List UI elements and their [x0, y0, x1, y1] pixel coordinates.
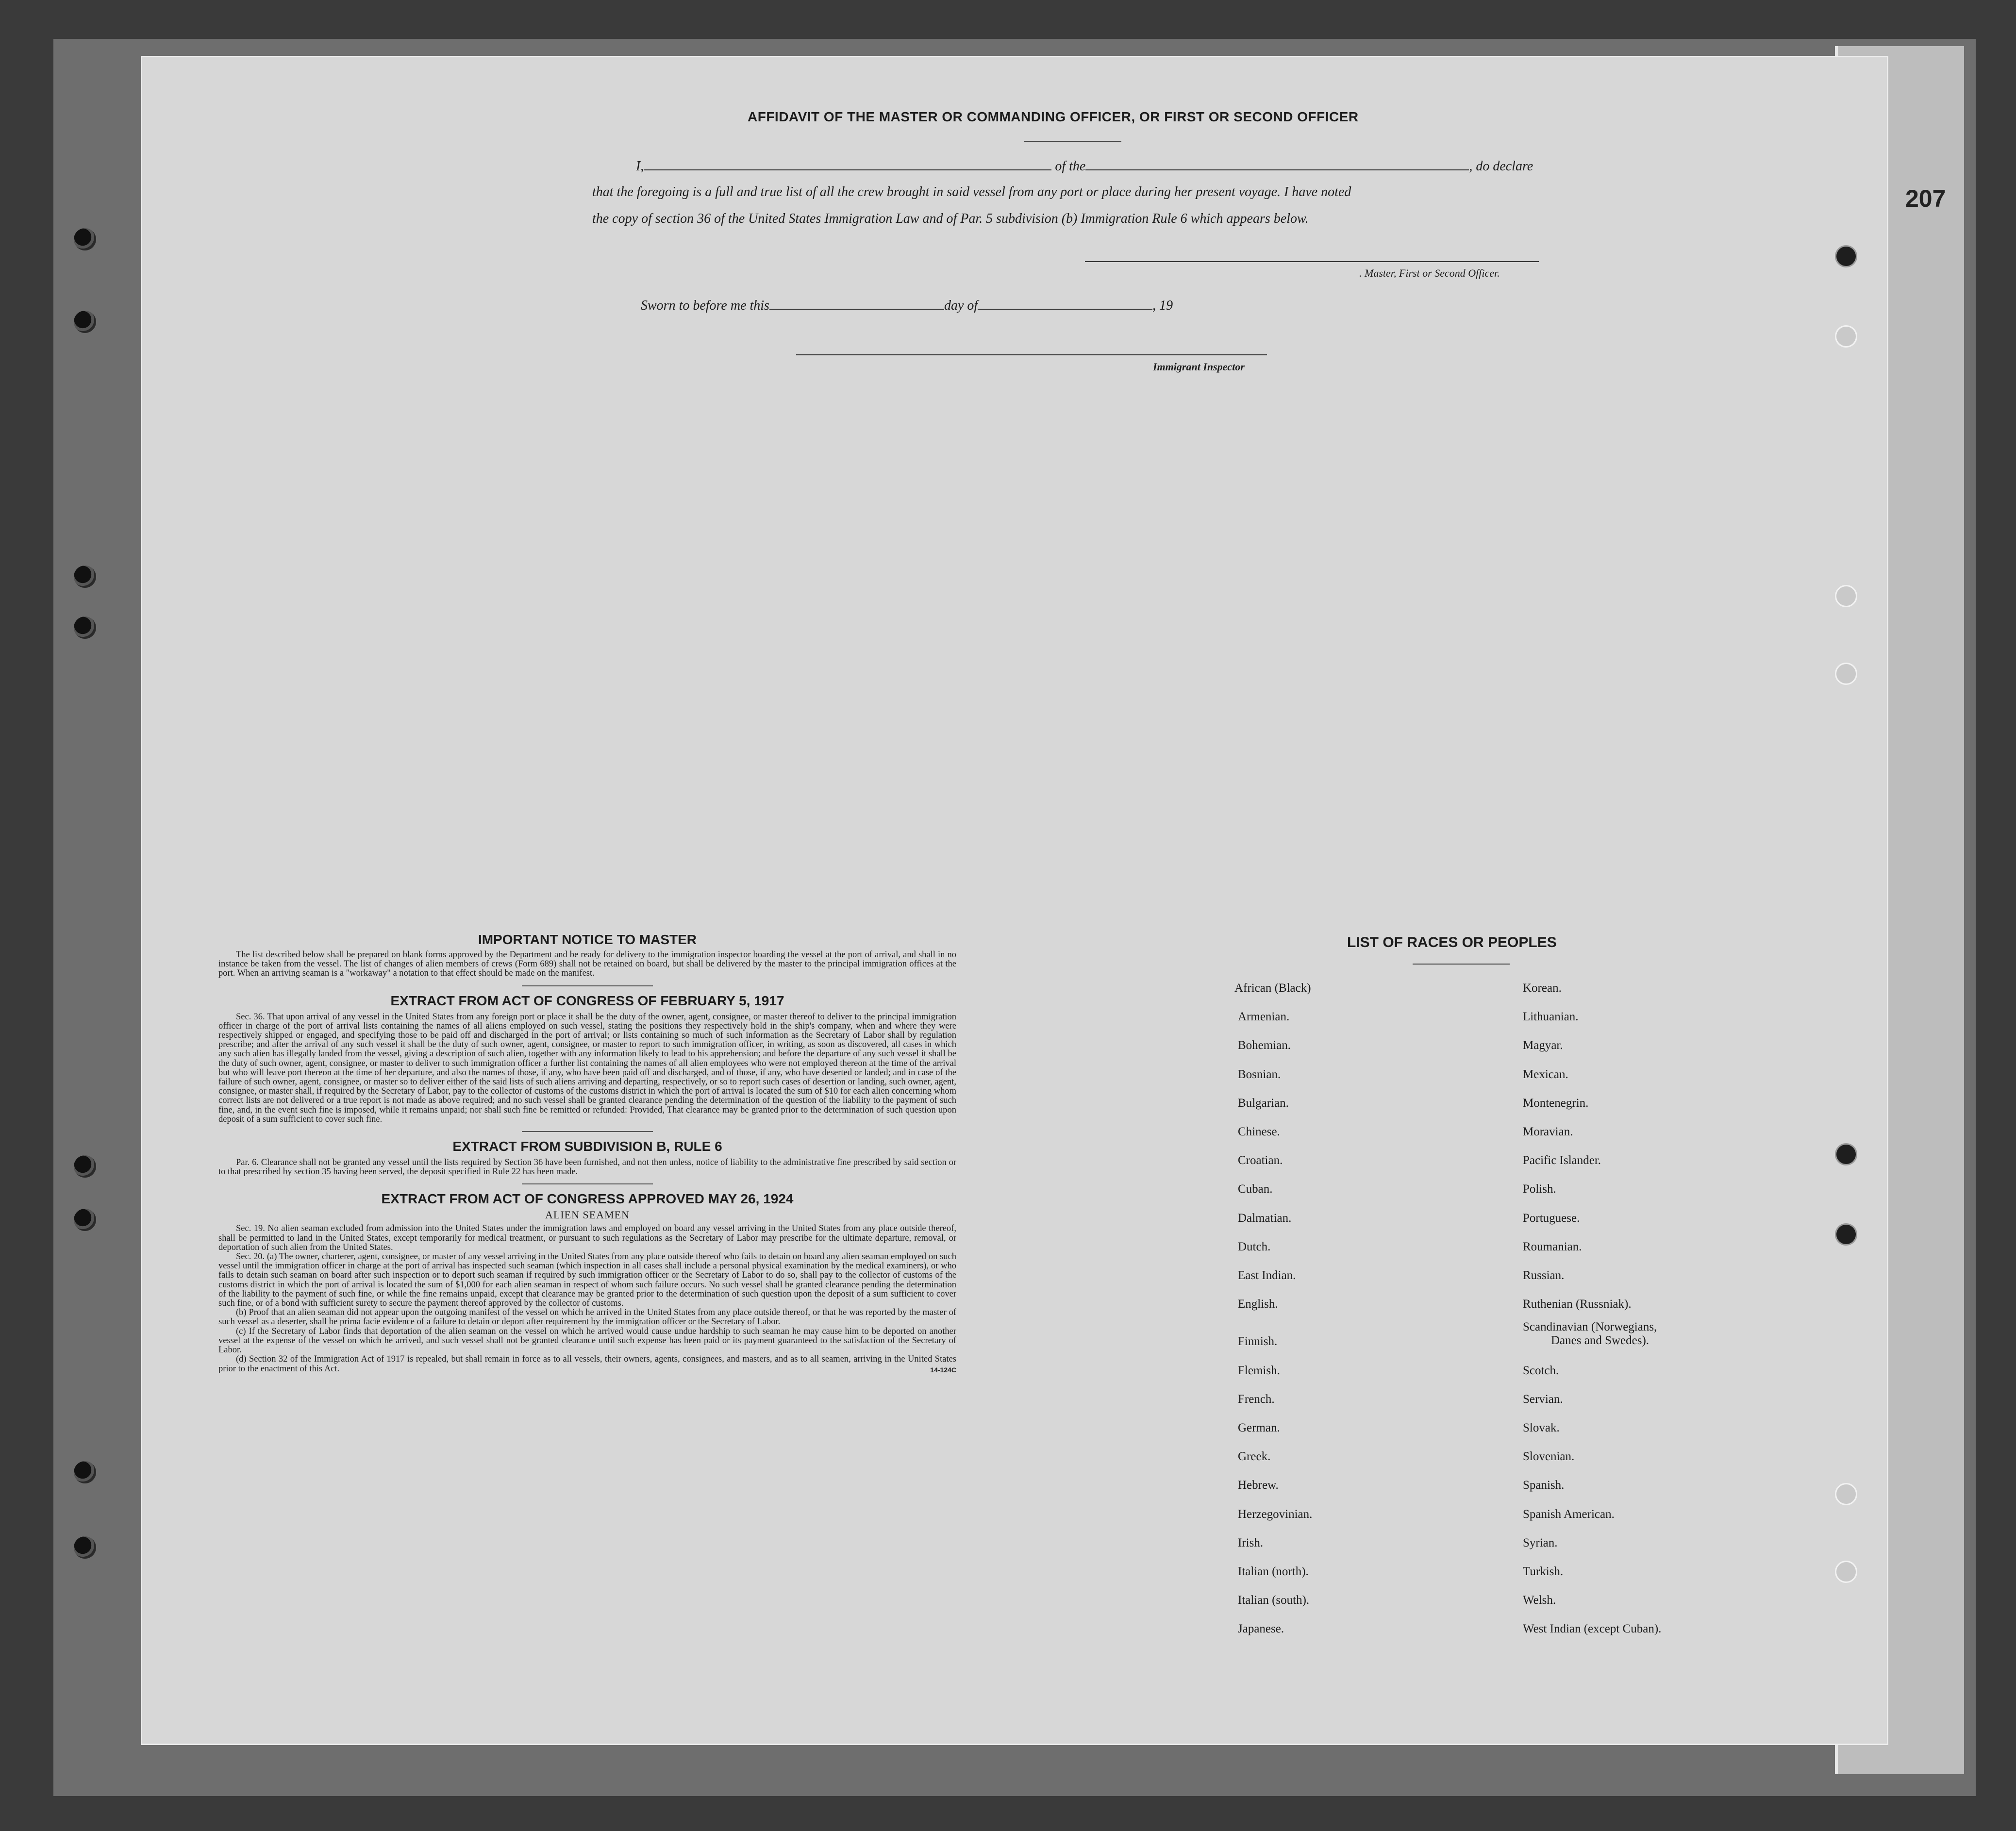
punch-hole	[1835, 1561, 1857, 1583]
race-item: Welsh.	[1523, 1594, 1556, 1607]
race-item: Scandinavian (Norwegians,	[1523, 1320, 1657, 1334]
page-number: 207	[1905, 185, 1946, 212]
race-item: Bohemian.	[1238, 1039, 1291, 1052]
race-item: Italian (south).	[1238, 1594, 1310, 1607]
sworn-label: Sworn to before me this	[641, 298, 769, 313]
punch-hole	[1835, 585, 1857, 607]
race-item: Herzegovinian.	[1238, 1507, 1313, 1521]
race-item: English.	[1238, 1298, 1278, 1311]
race-item: Magyar.	[1523, 1039, 1563, 1052]
affidavit-of-label: of the	[1055, 159, 1086, 174]
race-item: West Indian (except Cuban).	[1523, 1622, 1662, 1636]
race-item: Spanish.	[1523, 1479, 1565, 1492]
race-item: Portuguese.	[1523, 1211, 1580, 1225]
year-label: , 19	[1152, 298, 1173, 313]
notice-body: The list described below shall be prepared on blank forms approved by the Department and be ready for delivery to the immigration inspector boarding the vessel at the port of arrival, and shall in no instance be taken from the vessel. The list of changes of alien members of crews (Form 689) shall not be retained on board, but shall be delivered by the master to the principal immigration offices at the port. When an arriving seaman is a "workaway" a notation to that effect should be made on the manifest.	[218, 950, 956, 979]
race-item: Slovenian.	[1523, 1450, 1575, 1464]
sworn-day-blank	[769, 297, 944, 310]
affidavit-declare-label: , do declare	[1469, 159, 1533, 174]
race-item: Ruthenian (Russniak).	[1523, 1298, 1632, 1311]
master-signature-label: . Master, First or Second Officer.	[1359, 267, 1500, 279]
race-item: Lithuanian.	[1523, 1010, 1579, 1024]
binder-hole	[74, 566, 96, 588]
form-number: 14-124C	[930, 1365, 956, 1374]
binder-hole	[74, 311, 96, 333]
extract-1917-body: Sec. 36. That upon arrival of any vessel in the United States from any foreign port or place it shall be the duty of the owner, agent, consignee, or master thereof to deliver to the principal immigration officer in charge of the port of arrival lists containing the names of all aliens employed on such vessel, stating the positions they respectively hold in the ship's company, when and where they were respectively shipped or engaged, and specifying those to be paid off and discharged in the port of arrival; or lists containing so much of such information as the Secretary of Labor shall by regulation prescribe; and after the arrival of any such vessel it shall be the duty of such owner, agent, consignee, or master to report to such immigration officer, in writing, as soon as discovered, all cases in which any such alien has illegally landed from the vessel, giving a description of such alien, together with any information likely to lead to his apprehension; and before the departure of any such vessel it shall be the duty of such owner, agent, consignee, or master to deliver to such immigration officer a further list containing the names of all alien employees who were not employed thereon at the time of the arrival but who will leave port thereon at the time of her departure, and also the names of those, if any, who have been paid off and discharged, and of those, if any, who have deserted or landed; and in case of the failure of such owner, agent, consignee, or master so to deliver either of the said lists of such aliens arriving and departing, respectively, or so to report such cases of desertion or landing, such owner, agent, consignee, or master shall, if required by the Secretary of Labor, pay to the collector of customs of the customs district in which the port of arrival is located the sum of $10 for each alien concerning whom correct lists are not delivered or a true report is not made as above required; and no such vessel shall be granted clearance pending the determination of the question of the liability to the payment of such fine, and, in the event such fine is imposed, while it remains unpaid; nor shall such fine be remitted or refunded: Provided, That clearance may be granted prior to the determination of such question upon deposit of a sum sufficient to cover such fine.	[218, 1012, 956, 1124]
race-item: Japanese.	[1238, 1622, 1284, 1636]
race-item: Russian.	[1523, 1269, 1565, 1282]
race-item: Dutch.	[1238, 1240, 1271, 1253]
race-item: Spanish American.	[1523, 1507, 1615, 1521]
races-title-rule	[1413, 964, 1510, 965]
race-item: Polish.	[1523, 1182, 1556, 1196]
binder-hole	[74, 1536, 96, 1559]
extract-rule6-body: Par. 6. Clearance shall not be granted any vessel until the lists required by Section 36 have been furnished, and not then unless, notice of liability to the administrative fine prescribed by said section or to that prescribed by section 35 having been served, the deposit specified in Rule 22 has been made.	[218, 1158, 956, 1177]
inspector-signature-label: Immigrant Inspector	[1153, 361, 1245, 373]
punch-hole	[1835, 1223, 1857, 1246]
race-item: Hebrew.	[1238, 1479, 1279, 1492]
race-item: Finnish.	[1238, 1335, 1278, 1348]
affidavit-title: AFFIDAVIT OF THE MASTER OR COMMANDING OFFICER, OR FIRST OR SECOND OFFICER	[748, 109, 1359, 124]
race-item: Bosnian.	[1238, 1067, 1281, 1081]
race-item: Turkish.	[1523, 1565, 1564, 1578]
race-item: Korean.	[1523, 982, 1562, 995]
binder-hole	[74, 1461, 96, 1483]
sec-20d-text: (d) Section 32 of the Immigration Act of 1917 is repealed, but shall remain in force as to all vessels, their owners, agents, consignees, and masters, and as to all seamen, arriving in the United States prior to the enactment of this Act.	[218, 1354, 956, 1374]
sec-20b-text: (b) Proof that an alien seaman did not appear upon the outgoing manifest of the vessel on which he arrived in the United States from any place outside thereof, or that he was reported by the master of such vessel as a deserter, shall be prima facie evidence of a failure to detain or deport after requirement by the immigration officer or the Secretary of Labor.	[218, 1308, 956, 1327]
punch-hole	[1835, 325, 1857, 348]
divider	[522, 1183, 653, 1184]
punch-hole	[1835, 1483, 1857, 1505]
race-item: Syrian.	[1523, 1536, 1558, 1549]
punch-hole	[1835, 663, 1857, 685]
name-blank	[644, 158, 1051, 170]
extract-1924-subtitle: ALIEN SEAMEN	[545, 1209, 630, 1221]
race-item: Irish.	[1238, 1536, 1264, 1549]
race-item: Pacific Islander.	[1523, 1154, 1601, 1167]
affidavit-line-1	[636, 158, 1533, 174]
title-rule	[1024, 141, 1121, 142]
race-item: Danes and Swedes).	[1551, 1334, 1649, 1348]
race-item: Cuban.	[1238, 1182, 1273, 1196]
race-item: Greek.	[1238, 1450, 1271, 1464]
master-signature-line	[1085, 261, 1539, 262]
binder-hole	[74, 616, 96, 639]
race-item: German.	[1238, 1421, 1280, 1434]
binder-hole	[74, 228, 96, 250]
races-title: LIST OF RACES OR PEOPLES	[1347, 934, 1557, 950]
affidavit-line-2: that the foregoing is a full and true list of all the crew brought in said vessel from any port or place during her present voyage. I have noted	[592, 184, 1351, 200]
notice-title: IMPORTANT NOTICE TO MASTER	[478, 932, 697, 947]
extract-1924-title: EXTRACT FROM ACT OF CONGRESS APPROVED MAY 26, 1924	[381, 1191, 794, 1207]
sworn-month-blank	[978, 297, 1152, 310]
vessel-blank	[1085, 158, 1469, 170]
race-item: Croatian.	[1238, 1154, 1283, 1167]
race-item: Armenian.	[1238, 1010, 1290, 1024]
binder-hole	[74, 1155, 96, 1178]
race-item: Flemish.	[1238, 1364, 1280, 1377]
affidavit-i-label: I,	[636, 159, 644, 174]
sec-19-text: Sec. 19. No alien seaman excluded from admission into the United States under the immigration laws and employed on board any vessel arriving in the United States from any place outside thereof, shall be permitted to land in the United States, except temporarily for medical treatment, or pursuant to such regulations as the Secretary of Labor may prescribe for the ultimate departure, removal, or deportation of such alien from the United States.	[218, 1224, 956, 1252]
race-item: Slovak.	[1523, 1421, 1560, 1434]
punch-hole	[1835, 1143, 1857, 1165]
notice-column	[218, 932, 956, 1374]
race-item: East Indian.	[1238, 1269, 1296, 1282]
binder-hole	[74, 1209, 96, 1231]
race-item: Montenegrin.	[1523, 1096, 1589, 1110]
race-item: African (Black)	[1234, 982, 1311, 995]
divider	[522, 1131, 653, 1132]
sec-20a-text: Sec. 20. (a) The owner, charterer, agent, consignee, or master of any vessel arriving in the United States from any place outside thereof who fails to detain on board any alien seaman employed on such vessel until the immigration officer in charge at the port of arrival has inspected such seaman (which inspection in all cases shall include a personal physical examination by the medical examiners), or who fails to detain such seaman on board after such inspection or to deport such seaman if required by such immigration officer or the Secretary of Labor to do so, shall pay to the collector of customs of the customs district in which the port of arrival is located the sum of $1,000 for each alien seaman in respect of whom such failure occurs. No such vessel shall be granted clearance pending the determination of the liability to the payment of such fine, or while the fine remains unpaid, except that clearance may be granted prior to the determination of such question upon the deposit of a sum sufficient to cover such fine, or of a bond with sufficient surety to secure the payment thereof approved by the collector of customs.	[218, 1252, 956, 1309]
race-item: Chinese.	[1238, 1125, 1280, 1138]
race-item: Bulgarian.	[1238, 1096, 1289, 1110]
race-item: Moravian.	[1523, 1125, 1573, 1138]
race-item: Italian (north).	[1238, 1565, 1309, 1578]
race-item: Roumanian.	[1523, 1240, 1582, 1253]
day-of-label: day of	[944, 298, 978, 313]
affidavit-line-3: the copy of section 36 of the United States Immigration Law and of Par. 5 subdivision (b) Immigration Rule 6 which appears below.	[592, 211, 1309, 226]
race-item: Scotch.	[1523, 1364, 1559, 1377]
race-item: Dalmatian.	[1238, 1211, 1292, 1225]
punch-hole	[1835, 245, 1857, 267]
extract-1917-title: EXTRACT FROM ACT OF CONGRESS OF FEBRUARY 5, 1917	[390, 993, 784, 1008]
extract-rule6-title: EXTRACT FROM SUBDIVISION B, RULE 6	[452, 1139, 722, 1154]
sec-20c-text: (c) If the Secretary of Labor finds that deportation of the alien seaman on the vessel on which he arrived would cause undue hardship to such seaman he may cause him to be deported on another vessel at the expense of the vessel on which he arrived, and such vessel shall not be granted clearance until such expense has been paid or its payment guaranteed to the satisfaction of the Secretary of Labor.	[218, 1326, 956, 1355]
race-item: Mexican.	[1523, 1067, 1568, 1081]
inspector-signature-line	[796, 354, 1267, 355]
race-item: French.	[1238, 1392, 1275, 1406]
sworn-line	[641, 297, 1173, 314]
race-item: Servian.	[1523, 1392, 1563, 1406]
divider	[522, 985, 653, 986]
